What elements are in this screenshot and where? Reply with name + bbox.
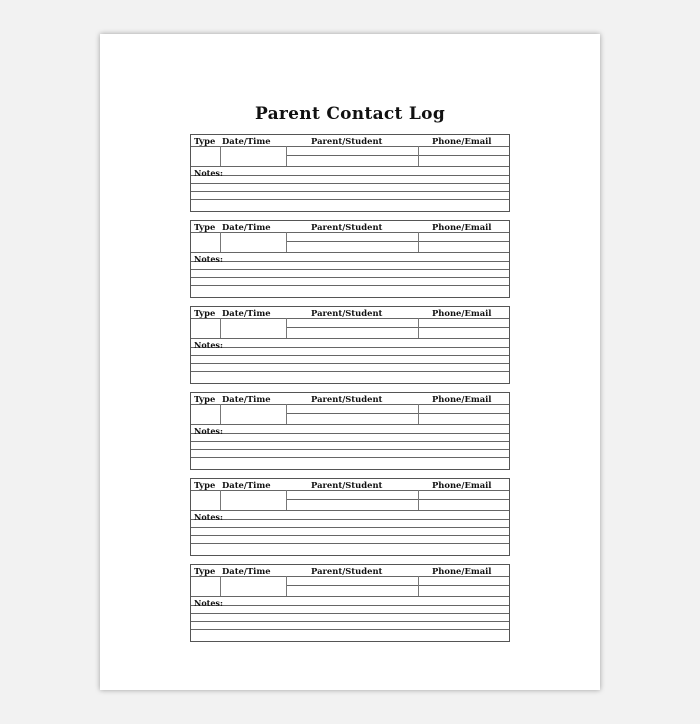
student-field[interactable] bbox=[287, 328, 418, 338]
type-field[interactable] bbox=[191, 147, 220, 166]
notes-field[interactable] bbox=[191, 184, 509, 191]
contact-entry bbox=[190, 220, 510, 298]
contact-entry bbox=[190, 134, 510, 212]
email-field[interactable] bbox=[419, 156, 509, 166]
student-field[interactable] bbox=[287, 242, 418, 252]
phone-field[interactable] bbox=[419, 577, 509, 585]
notes-field[interactable] bbox=[225, 425, 509, 432]
parent-field[interactable] bbox=[287, 405, 418, 413]
column-header-phone-email: Phone/Email bbox=[432, 308, 492, 318]
notes-field[interactable] bbox=[191, 270, 509, 277]
column-header-phone-email: Phone/Email bbox=[432, 566, 492, 576]
column-header-phone-email: Phone/Email bbox=[432, 222, 492, 232]
type-field[interactable] bbox=[191, 233, 220, 252]
type-field[interactable] bbox=[191, 577, 220, 596]
column-header-date-time: Date/Time bbox=[222, 222, 271, 232]
column-header-type: Type bbox=[194, 222, 216, 232]
notes-line bbox=[191, 285, 509, 286]
notes-field[interactable] bbox=[225, 339, 509, 346]
notes-label: Notes: bbox=[194, 254, 223, 264]
notes-line bbox=[191, 543, 509, 544]
notes-label: Notes: bbox=[194, 426, 223, 436]
parent-field[interactable] bbox=[287, 233, 418, 241]
notes-field[interactable] bbox=[191, 356, 509, 363]
column-header-date-time: Date/Time bbox=[222, 394, 271, 404]
date-time-field[interactable] bbox=[221, 405, 286, 424]
student-field[interactable] bbox=[287, 586, 418, 596]
date-time-field[interactable] bbox=[221, 319, 286, 338]
student-field[interactable] bbox=[287, 414, 418, 424]
notes-field[interactable] bbox=[191, 450, 509, 457]
notes-field[interactable] bbox=[191, 262, 509, 269]
notes-label: Notes: bbox=[194, 340, 223, 350]
phone-field[interactable] bbox=[419, 233, 509, 241]
notes-line bbox=[191, 629, 509, 630]
email-field[interactable] bbox=[419, 500, 509, 510]
notes-label: Notes: bbox=[194, 512, 223, 522]
notes-line bbox=[191, 457, 509, 458]
notes-field[interactable] bbox=[191, 606, 509, 613]
notes-field[interactable] bbox=[225, 511, 509, 518]
date-time-field[interactable] bbox=[221, 233, 286, 252]
notes-field[interactable] bbox=[225, 597, 509, 604]
email-field[interactable] bbox=[419, 586, 509, 596]
document-page bbox=[100, 34, 600, 690]
column-header-parent-student: Parent/Student bbox=[311, 136, 383, 146]
student-field[interactable] bbox=[287, 156, 418, 166]
notes-field[interactable] bbox=[225, 253, 509, 260]
notes-line bbox=[191, 371, 509, 372]
column-header-parent-student: Parent/Student bbox=[311, 394, 383, 404]
parent-field[interactable] bbox=[287, 577, 418, 585]
notes-field[interactable] bbox=[191, 434, 509, 441]
notes-field[interactable] bbox=[191, 614, 509, 621]
notes-field[interactable] bbox=[191, 192, 509, 199]
page-title: Parent Contact Log bbox=[254, 104, 446, 124]
column-header-phone-email: Phone/Email bbox=[432, 480, 492, 490]
column-header-date-time: Date/Time bbox=[222, 566, 271, 576]
contact-entry bbox=[190, 306, 510, 384]
type-field[interactable] bbox=[191, 491, 220, 510]
notes-field[interactable] bbox=[225, 167, 509, 174]
parent-field[interactable] bbox=[287, 319, 418, 327]
column-header-type: Type bbox=[194, 566, 216, 576]
phone-field[interactable] bbox=[419, 405, 509, 413]
contact-entry bbox=[190, 392, 510, 470]
notes-line bbox=[191, 199, 509, 200]
phone-field[interactable] bbox=[419, 147, 509, 155]
column-header-type: Type bbox=[194, 308, 216, 318]
notes-field[interactable] bbox=[191, 348, 509, 355]
notes-field[interactable] bbox=[191, 622, 509, 629]
column-header-parent-student: Parent/Student bbox=[311, 308, 383, 318]
notes-field[interactable] bbox=[191, 528, 509, 535]
phone-field[interactable] bbox=[419, 491, 509, 499]
notes-field[interactable] bbox=[191, 364, 509, 371]
email-field[interactable] bbox=[419, 242, 509, 252]
notes-field[interactable] bbox=[191, 442, 509, 449]
column-header-date-time: Date/Time bbox=[222, 480, 271, 490]
column-header-parent-student: Parent/Student bbox=[311, 566, 383, 576]
date-time-field[interactable] bbox=[221, 577, 286, 596]
notes-field[interactable] bbox=[191, 536, 509, 543]
date-time-field[interactable] bbox=[221, 491, 286, 510]
email-field[interactable] bbox=[419, 328, 509, 338]
date-time-field[interactable] bbox=[221, 147, 286, 166]
column-header-date-time: Date/Time bbox=[222, 308, 271, 318]
type-field[interactable] bbox=[191, 319, 220, 338]
student-field[interactable] bbox=[287, 500, 418, 510]
phone-field[interactable] bbox=[419, 319, 509, 327]
column-header-type: Type bbox=[194, 394, 216, 404]
notes-field[interactable] bbox=[191, 278, 509, 285]
column-header-parent-student: Parent/Student bbox=[311, 222, 383, 232]
column-header-type: Type bbox=[194, 480, 216, 490]
contact-entry bbox=[190, 478, 510, 556]
notes-label: Notes: bbox=[194, 168, 223, 178]
contact-entry bbox=[190, 564, 510, 642]
column-header-type: Type bbox=[194, 136, 216, 146]
type-field[interactable] bbox=[191, 405, 220, 424]
parent-field[interactable] bbox=[287, 147, 418, 155]
notes-label: Notes: bbox=[194, 598, 223, 608]
parent-field[interactable] bbox=[287, 491, 418, 499]
notes-field[interactable] bbox=[191, 520, 509, 527]
column-header-parent-student: Parent/Student bbox=[311, 480, 383, 490]
notes-field[interactable] bbox=[191, 176, 509, 183]
email-field[interactable] bbox=[419, 414, 509, 424]
column-header-phone-email: Phone/Email bbox=[432, 394, 492, 404]
column-header-date-time: Date/Time bbox=[222, 136, 271, 146]
column-header-phone-email: Phone/Email bbox=[432, 136, 492, 146]
